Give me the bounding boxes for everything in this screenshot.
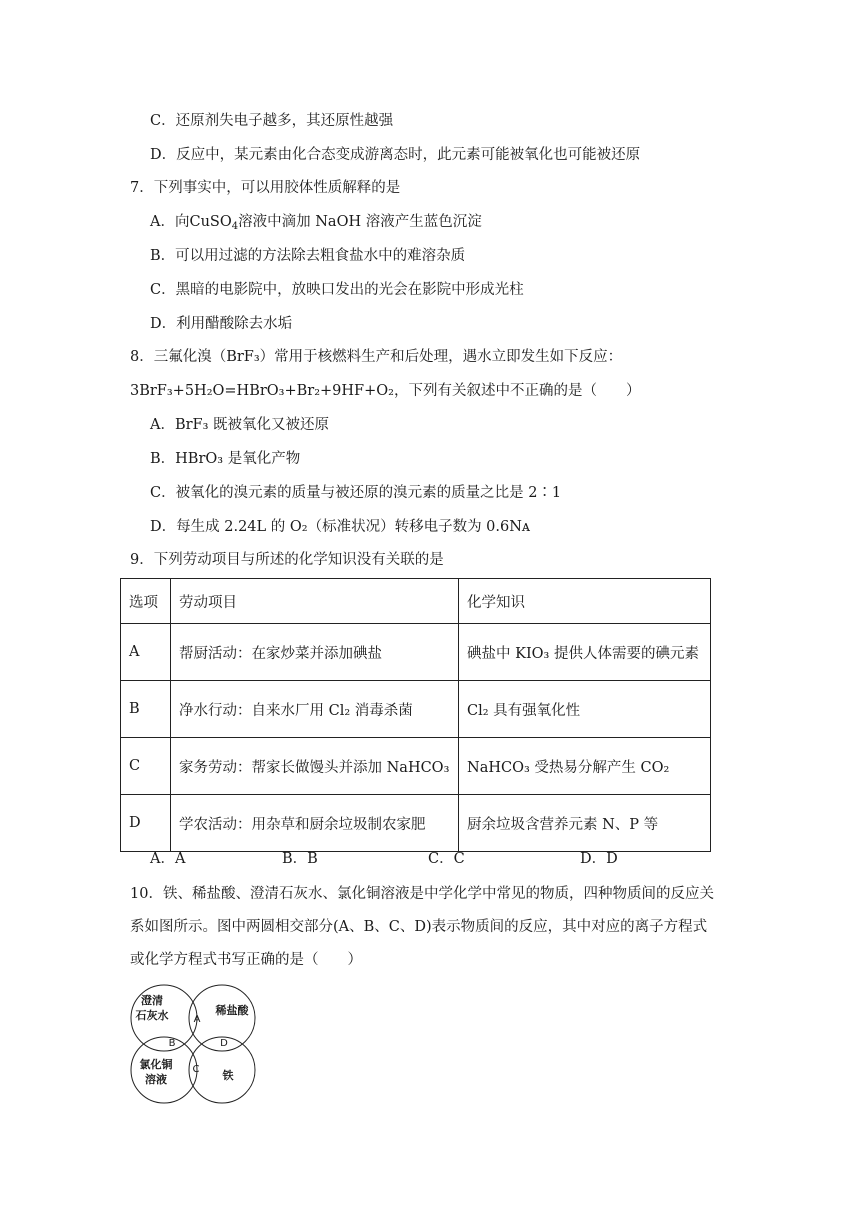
q6-option-d: D．反应中，某元素由化合态变成游离态时，此元素可能被氧化也可能被还原 (150, 147, 641, 163)
q9-choice-c: C．C (428, 851, 465, 867)
q9-choices (150, 849, 710, 869)
q10-stem-line2: 系如图所示。图中两圆相交部分(A、B、C、D)表示物质间的反应，其中对应的离子方程式 (130, 919, 708, 935)
q7-option-c: C．黑暗的电影院中，放映口发出的光会在影院中形成光柱 (150, 282, 524, 298)
table-row (121, 681, 711, 738)
overlap-label-b: B (168, 1038, 176, 1049)
q7-option-b: B．可以用过滤的方法除去粗食盐水中的难溶杂质 (150, 248, 466, 264)
table-cell-option: B (121, 681, 171, 738)
overlap-label-d: D (220, 1038, 228, 1049)
q10-stem-line1: 10．铁、稀盐酸、澄清石灰水、氯化铜溶液是中学化学中常见的物质，四种物质间的反应关 (130, 886, 714, 902)
table-cell-project: 学农活动：用杂草和厨余垃圾制农家肥 (171, 795, 459, 852)
label-iron: 铁 (222, 1069, 234, 1082)
q7-option-a-prefix: A．向 (150, 214, 190, 230)
q9-choice-b: B．B (282, 851, 318, 867)
table-cell-option: D (121, 795, 171, 852)
q10-stem-line3: 或化学方程式书写正确的是（ ） (130, 952, 362, 968)
venn-diagram (128, 981, 268, 1107)
q6-option-c: C．还原剂失电子越多，其还原性越强 (150, 113, 394, 129)
table-cell-option: A (121, 624, 171, 681)
q7-option-a (150, 212, 482, 232)
table-header-row (121, 579, 711, 624)
q7-stem: 7．下列事实中，可以用胶体性质解释的是 (130, 180, 401, 196)
table-cell-project: 净水行动：自来水厂用 Cl₂ 消毒杀菌 (171, 681, 459, 738)
q7-option-a-formula: CuSO (189, 214, 232, 230)
table-row (121, 795, 711, 852)
table-cell-project: 家务劳动：帮家长做馒头并添加 NaHCO₃ (171, 738, 459, 795)
label-copper-chloride-line2: 溶液 (145, 1073, 167, 1086)
overlap-label-c: C (192, 1064, 200, 1075)
q8-option-a: A．BrF₃ 既被氧化又被还原 (150, 417, 330, 433)
q9-stem: 9．下列劳动项目与所述的化学知识没有关联的是 (130, 552, 444, 568)
table-header-knowledge: 化学知识 (459, 579, 711, 624)
q8-option-c: C．被氧化的溴元素的质量与被还原的溴元素的质量之比是 2∶1 (150, 485, 562, 501)
q7-option-a-rest: 溶液中滴加 NaOH 溶液产生蓝色沉淀 (238, 214, 482, 230)
label-limewater-line2: 石灰水 (135, 1009, 169, 1022)
q9-table (120, 578, 711, 852)
table-cell-option: C (121, 738, 171, 795)
q8-stem-line1: 8．三氟化溴（BrF₃）常用于核燃料生产和后处理，遇水立即发生如下反应： (130, 349, 623, 365)
table-header-option: 选项 (121, 579, 171, 624)
q8-option-b: B．HBrO₃ 是氧化产物 (150, 451, 301, 467)
label-copper-chloride-line1: 氯化铜 (139, 1058, 173, 1071)
table-cell-project: 帮厨活动：在家炒菜并添加碘盐 (171, 624, 459, 681)
table-cell-knowledge: NaHCO₃ 受热易分解产生 CO₂ (459, 738, 711, 795)
q9-choice-a: A．A (150, 851, 186, 867)
table-header-project: 劳动项目 (171, 579, 459, 624)
overlap-label-a: A (193, 1014, 201, 1025)
q7-option-a-subscript: 4 (231, 221, 239, 232)
table-cell-knowledge: 碘盐中 KIO₃ 提供人体需要的碘元素 (459, 624, 711, 681)
label-hydrochloric-acid: 稀盐酸 (215, 1004, 249, 1017)
q7-option-d: D．利用醋酸除去水垢 (150, 316, 293, 332)
label-limewater-line1: 澄清 (141, 994, 163, 1007)
q9-choice-d: D．D (580, 851, 618, 867)
table-row (121, 738, 711, 795)
table-cell-knowledge: 厨余垃圾含营养元素 N、P 等 (459, 795, 711, 852)
q8-option-d: D．每生成 2.24L 的 O₂（标准状况）转移电子数为 0.6Nᴀ (150, 519, 531, 535)
table-cell-knowledge: Cl₂ 具有强氧化性 (459, 681, 711, 738)
q8-stem-line2: 3BrF₃+5H₂O=HBrO₃+Br₂+9HF+O₂，下列有关叙述中不正确的是（ ） (130, 383, 641, 399)
table-row (121, 624, 711, 681)
